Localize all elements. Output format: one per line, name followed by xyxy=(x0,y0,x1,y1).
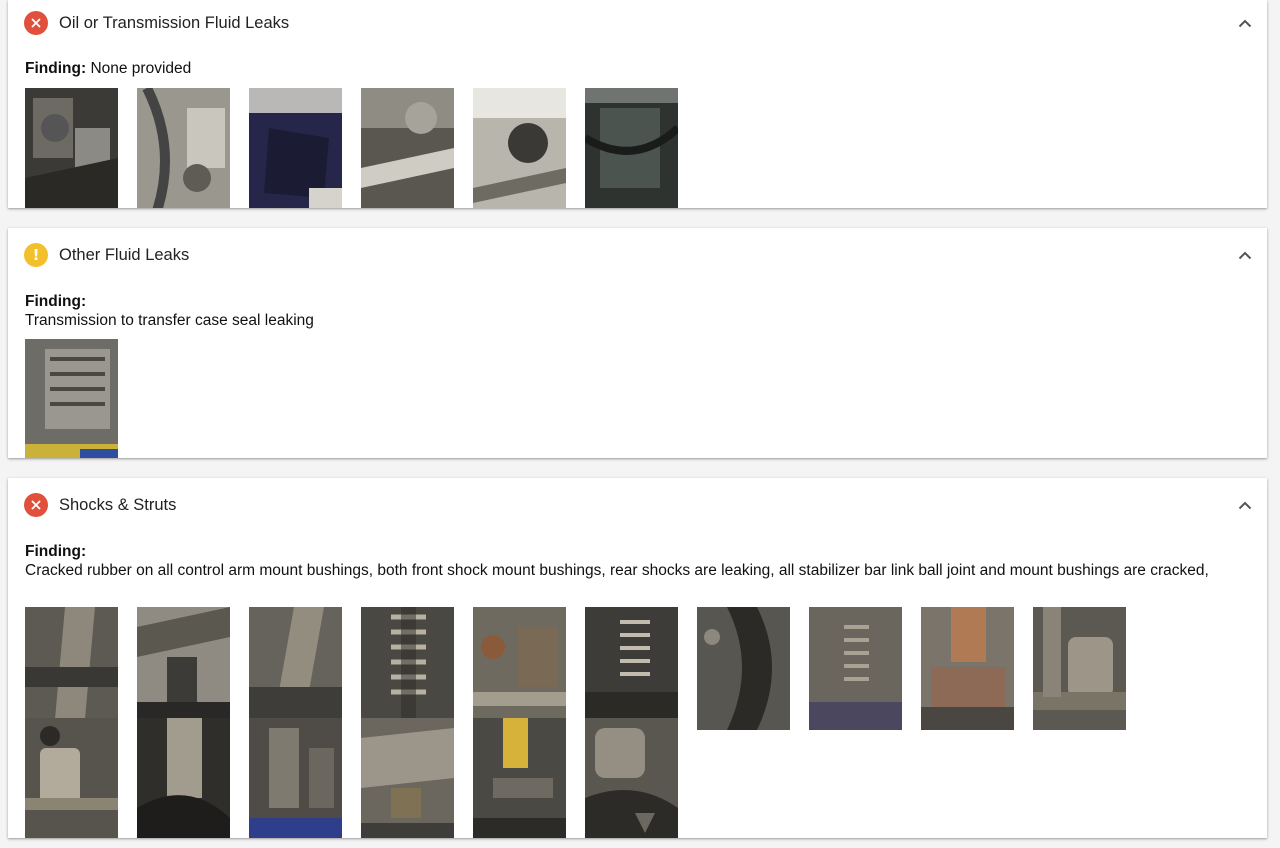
inspection-photo[interactable] xyxy=(473,607,566,719)
inspection-photo[interactable] xyxy=(137,718,230,838)
finding-label: Finding: xyxy=(25,60,87,77)
inspection-photo[interactable] xyxy=(585,607,678,719)
inspection-photo[interactable] xyxy=(361,88,454,208)
inspection-card-shocks-struts xyxy=(8,478,1267,838)
inspection-photo[interactable] xyxy=(25,718,118,838)
finding-text: Transmission to transfer case seal leaking xyxy=(25,312,314,329)
inspection-card-oil-leaks xyxy=(8,0,1267,208)
inspection-photo[interactable] xyxy=(137,607,230,719)
inspection-photo[interactable] xyxy=(361,718,454,838)
finding-label: Finding: xyxy=(25,543,87,560)
inspection-photo[interactable] xyxy=(473,718,566,838)
inspection-photo[interactable] xyxy=(25,607,118,719)
inspection-photo[interactable] xyxy=(809,607,902,730)
inspection-photo[interactable] xyxy=(585,88,678,208)
inspection-photo[interactable] xyxy=(249,718,342,838)
inspection-photo[interactable] xyxy=(249,607,342,719)
card-title: Oil or Transmission Fluid Leaks xyxy=(59,13,290,32)
x-circle-icon xyxy=(24,493,48,517)
inspection-photo[interactable] xyxy=(25,339,118,458)
finding xyxy=(8,542,1267,580)
finding-text: Cracked rubber on all control arm mount bushings, both front shock mount bushings, rear shocks are leaking, all stabilizer bar link ball joint and mount bushings are cracked, xyxy=(25,562,1209,579)
inspection-photo[interactable] xyxy=(473,88,566,208)
chevron-up-icon[interactable] xyxy=(1233,11,1257,35)
exclamation-circle-icon: ! xyxy=(24,243,48,267)
x-circle-icon xyxy=(24,11,48,35)
inspection-photo[interactable] xyxy=(1033,607,1126,730)
inspection-photo[interactable] xyxy=(697,607,790,730)
finding xyxy=(8,59,1267,78)
inspection-photo[interactable] xyxy=(249,88,342,208)
finding-label: Finding: xyxy=(25,293,87,310)
card-header[interactable] xyxy=(8,228,1267,282)
inspection-photo[interactable] xyxy=(921,607,1014,730)
chevron-up-icon[interactable] xyxy=(1233,493,1257,517)
inspection-photo[interactable] xyxy=(137,88,230,208)
card-title: Other Fluid Leaks xyxy=(59,245,190,264)
finding xyxy=(8,292,1267,330)
inspection-photo[interactable] xyxy=(361,607,454,719)
chevron-up-icon[interactable] xyxy=(1233,243,1257,267)
inspection-photo[interactable] xyxy=(585,718,678,838)
card-title: Shocks & Struts xyxy=(59,495,177,514)
finding-text: None provided xyxy=(90,60,192,77)
card-header[interactable] xyxy=(8,0,1267,46)
inspection-photo[interactable] xyxy=(25,88,118,208)
inspection-card-other-fluid-leaks xyxy=(8,228,1267,458)
card-header[interactable] xyxy=(8,478,1267,532)
